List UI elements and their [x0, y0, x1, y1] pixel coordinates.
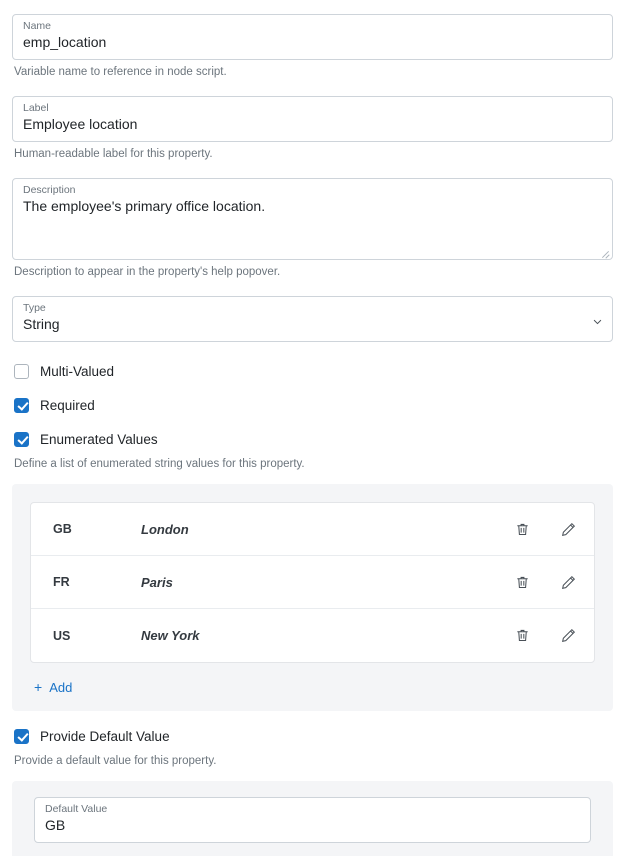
- default-value-input[interactable]: [45, 816, 580, 835]
- name-input[interactable]: [23, 33, 602, 52]
- name-field-label: Name: [23, 20, 52, 32]
- enumerated-values-helper: Define a list of enumerated string values for this property.: [14, 458, 305, 470]
- description-field-helper: Description to appear in the property's help popover.: [14, 266, 281, 278]
- enum-key: FR: [53, 575, 70, 589]
- provide-default-value-helper: Provide a default value for this property.: [14, 755, 217, 767]
- enum-value: New York: [141, 628, 200, 643]
- type-select-value: String: [23, 316, 60, 332]
- trash-icon[interactable]: [514, 521, 530, 537]
- provide-default-value-label: Provide Default Value: [40, 728, 170, 744]
- name-field-helper: Variable name to reference in node script.: [14, 66, 227, 78]
- enum-key: GB: [53, 522, 72, 536]
- table-row[interactable]: [31, 503, 594, 556]
- default-value-field-label: Default Value: [45, 803, 108, 815]
- label-field-helper: Human-readable label for this property.: [14, 148, 213, 160]
- label-field-label: Label: [23, 102, 49, 114]
- trash-icon[interactable]: [514, 574, 530, 590]
- type-select[interactable]: [12, 296, 613, 342]
- enum-value: London: [141, 521, 189, 537]
- pencil-icon[interactable]: [560, 628, 576, 644]
- enumerated-values-panel: [12, 484, 613, 711]
- name-field[interactable]: [12, 14, 613, 60]
- checkbox-row-multi-valued[interactable]: [12, 360, 613, 382]
- checkbox-row-enumerated-values[interactable]: [12, 428, 613, 450]
- add-enum-value-button[interactable]: [34, 680, 72, 695]
- label-input[interactable]: [23, 115, 602, 134]
- enumerated-values-checkbox[interactable]: [14, 432, 29, 447]
- pencil-icon[interactable]: [560, 574, 576, 590]
- enum-value: Paris: [141, 574, 173, 590]
- required-checkbox[interactable]: [14, 398, 29, 413]
- enumerated-values-label: Enumerated Values: [40, 431, 158, 447]
- required-label: Required: [40, 397, 95, 413]
- provide-default-value-checkbox[interactable]: [14, 729, 29, 744]
- default-value-field[interactable]: [34, 797, 591, 843]
- label-field[interactable]: [12, 96, 613, 142]
- type-select-label: Type: [23, 302, 46, 314]
- table-row[interactable]: [31, 609, 594, 662]
- trash-icon[interactable]: [514, 628, 530, 644]
- enumerated-values-table: [30, 502, 595, 663]
- enum-key: US: [53, 628, 71, 643]
- multi-valued-checkbox[interactable]: [14, 364, 29, 379]
- default-value-panel: [12, 781, 613, 856]
- multi-valued-label: Multi-Valued: [40, 363, 115, 379]
- table-row[interactable]: [31, 556, 594, 609]
- checkbox-row-provide-default-value[interactable]: [12, 725, 613, 747]
- description-field[interactable]: [12, 178, 613, 260]
- add-enum-value-label: Add: [49, 680, 73, 695]
- checkbox-row-required[interactable]: [12, 394, 613, 416]
- description-textarea[interactable]: [23, 197, 602, 255]
- pencil-icon[interactable]: [560, 521, 576, 537]
- description-field-label: Description: [23, 184, 76, 196]
- chevron-down-icon[interactable]: [592, 314, 602, 324]
- plus-icon: +: [34, 679, 43, 695]
